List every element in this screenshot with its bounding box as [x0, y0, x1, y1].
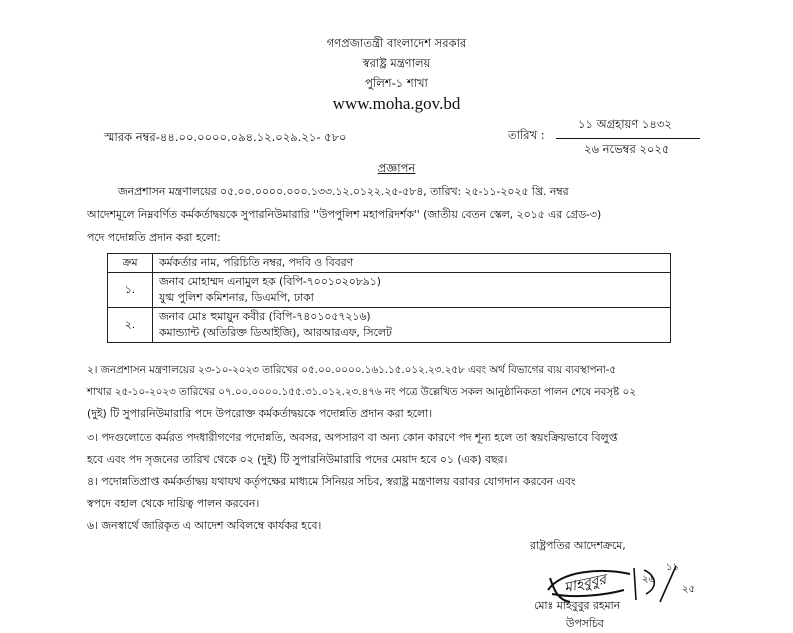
notice-title: প্রজ্ঞাপন: [377, 161, 416, 175]
signature-text: মাহবুবুর: [562, 571, 608, 597]
officer-designation: কমান্ড্যান্ট (অতিরিক্ত ডিআইজি), আরআরএফ, সিলেট: [159, 326, 392, 339]
signatory-designation: উপসচিব: [566, 617, 604, 630]
website-link[interactable]: www.moha.gov.bd: [332, 94, 461, 113]
govt-title: গণপ্রজাতন্ত্রী বাংলাদেশ সরকার: [326, 36, 467, 50]
intro-line-1: জনপ্রশাসন মন্ত্রণালয়ের ০৫.০০.০০০০.০০০.১৩৩.১২.০১২২.২৫-৫৮৪, তারিখ: ২৫-১১-২০২৫ খ্রি. নম্বর: [118, 185, 569, 198]
table-header-serial: ক্রম: [108, 254, 153, 273]
table-header-details: কর্মকর্তার নাম, পরিচিতি নম্বর, পদবি ও বিবরণ: [153, 254, 671, 273]
intro-line-3: পদে পদোন্নতি প্রদান করা হলো:: [87, 231, 221, 244]
para2-line-2: শাখার ২৫-১০-২০২৩ তারিখের ০৭.০০.০০০০.১৫৫.৩১.০১২.২৩.৪৭৬ নং পত্রে উল্লেখিত সকল আনুষ্ঠানিকতা পালন শেষে নবসৃষ্ট ০২: [87, 386, 636, 398]
date-english: ২৬ নভেম্বর ২০২৫: [584, 142, 670, 156]
row-serial: ২.: [108, 308, 153, 343]
para2-line-3: (দুই) টি সুপারনিউমারারি পদে উপরোক্ত কর্মকর্তাদ্বয়কে পদোন্নতি প্রদান করা হলো।: [87, 407, 433, 420]
signatory-name: মোঃ মাহবুবুর রহমান: [534, 599, 621, 612]
branch-name: পুলিশ-১ শাখা: [365, 76, 428, 90]
signature-date-a: ২৬: [642, 574, 656, 585]
para5: ৬। জনস্বার্থে জারিকৃত এ আদেশ অবিলম্বে কার্যকর হবে।: [87, 519, 322, 532]
row-details: [153, 308, 671, 343]
officer-name: জনাব মোঃ হুমায়ুন কবীর (বিপি-৭৪০১০৫৭২১৬): [159, 310, 371, 323]
table-row: [108, 308, 671, 343]
order-line: রাষ্ট্রপতির আদেশক্রমে,: [530, 539, 626, 552]
date-label: তারিখ :: [508, 128, 545, 142]
intro-line-2: আদেশমূলে নিম্নবর্ণিত কর্মকর্তাদ্বয়কে সুপারনিউমারারি ''উপপুলিশ মহাপরিদর্শক'' (জাতীয় বেতন স্কেল, ২০১৫ এর গ্রেড-৩): [87, 208, 602, 221]
para4-line-1: ৪। পদোন্নতিপ্রাপ্ত কর্মকর্তাদ্বয় যথাযথ কর্তৃপক্ষের মাধ্যমে সিনিয়র সচিব, স্বরাষ্ট্র মন্ত্রণালয় বরাবর যোগদান করবেন এবং: [87, 475, 576, 488]
signature-date-c: ২৫: [682, 584, 695, 595]
para3-line-1: ৩। পদগুলোতে কর্মরত পদধারীগণের পদোন্নতি, অবসর, অপসারণ বা অন্য কোন কারণে পদ শূন্য হলে তা স্বয়ংক্রিয়ভাবে বিলুপ্ত: [87, 431, 618, 444]
date-bangla: ১১ অগ্রহায়ণ ১৪৩২: [578, 117, 672, 131]
officers-table: [107, 253, 671, 343]
memo-number: স্মারক নম্বর-৪৪.০০.০০০০.০৯৪.১২.০২৯.২১- ৫৮০: [104, 130, 347, 144]
officer-designation: যুগ্ম পুলিশ কমিশনার, ডিএমপি, ঢাকা: [159, 291, 314, 304]
row-serial: ১.: [108, 273, 153, 308]
signature-date-b: ১১: [666, 562, 679, 573]
date-divider: [556, 138, 700, 139]
para3-line-2: হবে এবং পদ সৃজনের তারিখ থেকে ০২ (দুই) টি সুপারনিউমারারি পদের মেয়াদ হবে ০১ (এক) বছর।: [87, 453, 508, 466]
para2-line-1: ২। জনপ্রশাসন মন্ত্রণালয়ের ২৩-১০-২০২৩ তারিখের ০৫.০০.০০০০.১৬১.১৫.০১২.২৩.২৫৮ এবং অর্থ বিভাগের ব্যয় ব্যবস্থাপনা-৫: [87, 364, 617, 376]
ministry-name: স্বরাষ্ট্র মন্ত্রণালয়: [362, 56, 431, 70]
table-header-row: [108, 254, 671, 273]
row-details: [153, 273, 671, 308]
para4-line-2: স্বপদে বহাল থেকে দায়িত্ব পালন করবেন।: [87, 497, 260, 510]
officer-name: জনাব মোহাম্মদ এনামুল হক (বিপি-৭০০১০২০৮৯১): [159, 275, 382, 288]
table-row: [108, 273, 671, 308]
